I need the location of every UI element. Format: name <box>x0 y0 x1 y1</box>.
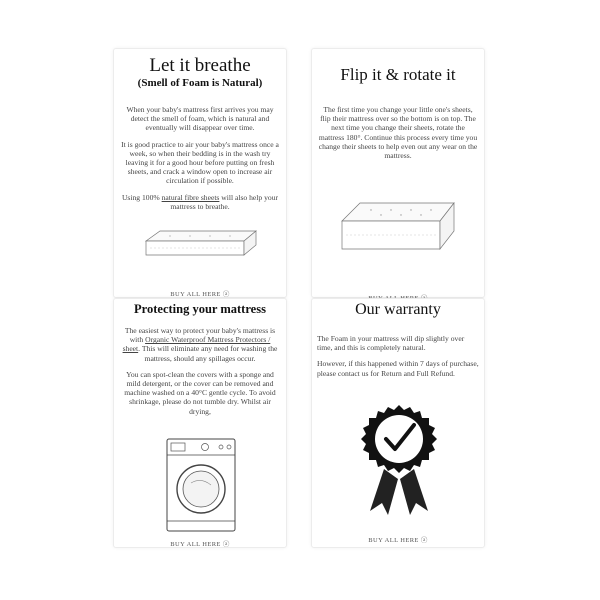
card-let-it-breathe <box>113 48 287 298</box>
washing-machine-icon <box>165 437 237 533</box>
card-title: Let it breathe <box>149 55 251 76</box>
card-body <box>120 326 280 423</box>
card-title: Flip it & rotate it <box>340 65 456 84</box>
card-body <box>318 105 478 167</box>
buy-all-here-link[interactable]: BUY ALL HERE ⓐ <box>170 291 230 298</box>
card-our-warranty <box>311 298 485 548</box>
paragraph: However, if this happened within 7 days of purchase, please contact us for Return and Full Refund. <box>317 359 479 378</box>
mattress-icon <box>336 199 462 257</box>
card-body <box>120 105 280 218</box>
card-protecting-your-mattress <box>113 298 287 548</box>
paragraph: The easiest way to protect your baby's mattress is with Organic Waterproof Mattress Protectors / sheet. This will eliminate any need for washing the mattress, should any spillages occur. <box>122 326 278 363</box>
paragraph: The first time you change your little one's sheets, flip their mattress over so the bottom is on top. The next time you change their sheets, rotate the mattress 180°. Continue this process every time you change their sheets to help even out any wear on the mattress. <box>318 105 478 161</box>
paragraph: You can spot-clean the covers with a sponge and mild detergent, or the cover can be removed and machine washed on a 40°C gentle cycle. To avoid shrinkage, please do not tumble dry. Whilst air drying, <box>124 369 276 416</box>
card-flip-it-rotate-it <box>311 48 485 298</box>
natural-fibre-sheets-link[interactable]: natural fibre sheets <box>161 192 220 202</box>
waterproof-protectors-link[interactable]: Organic Waterproof Mattress Protectors / sheet <box>122 335 271 354</box>
paragraph: It is good practice to air your baby's mattress once a week, so when their bedding is in the wash try leaving it for a good hour before putting on fresh sheets, and crack a window open to increase air circulation if possible. <box>121 139 279 186</box>
paragraph: When your baby's mattress first arrives you may detect the smell of foam, which is natural and eventually will disappear over time. <box>126 105 274 133</box>
paragraph: Using 100% natural fibre sheets will also help your mattress to breathe. <box>121 192 279 211</box>
mattress-icon <box>140 227 262 267</box>
buy-all-here-link[interactable]: BUY ALL HERE ⓐ <box>368 537 428 544</box>
warranty-badge-icon <box>354 403 444 521</box>
card-title: Protecting your mattress <box>134 302 266 316</box>
card-body <box>317 334 479 385</box>
card-title: Our warranty <box>355 301 441 318</box>
paragraph: The Foam in your mattress will dip slightly over time, and this is completely natural. <box>317 334 465 353</box>
buy-all-here-link[interactable]: BUY ALL HERE ⓐ <box>170 541 230 548</box>
card-subtitle: (Smell of Foam is Natural) <box>137 77 263 89</box>
